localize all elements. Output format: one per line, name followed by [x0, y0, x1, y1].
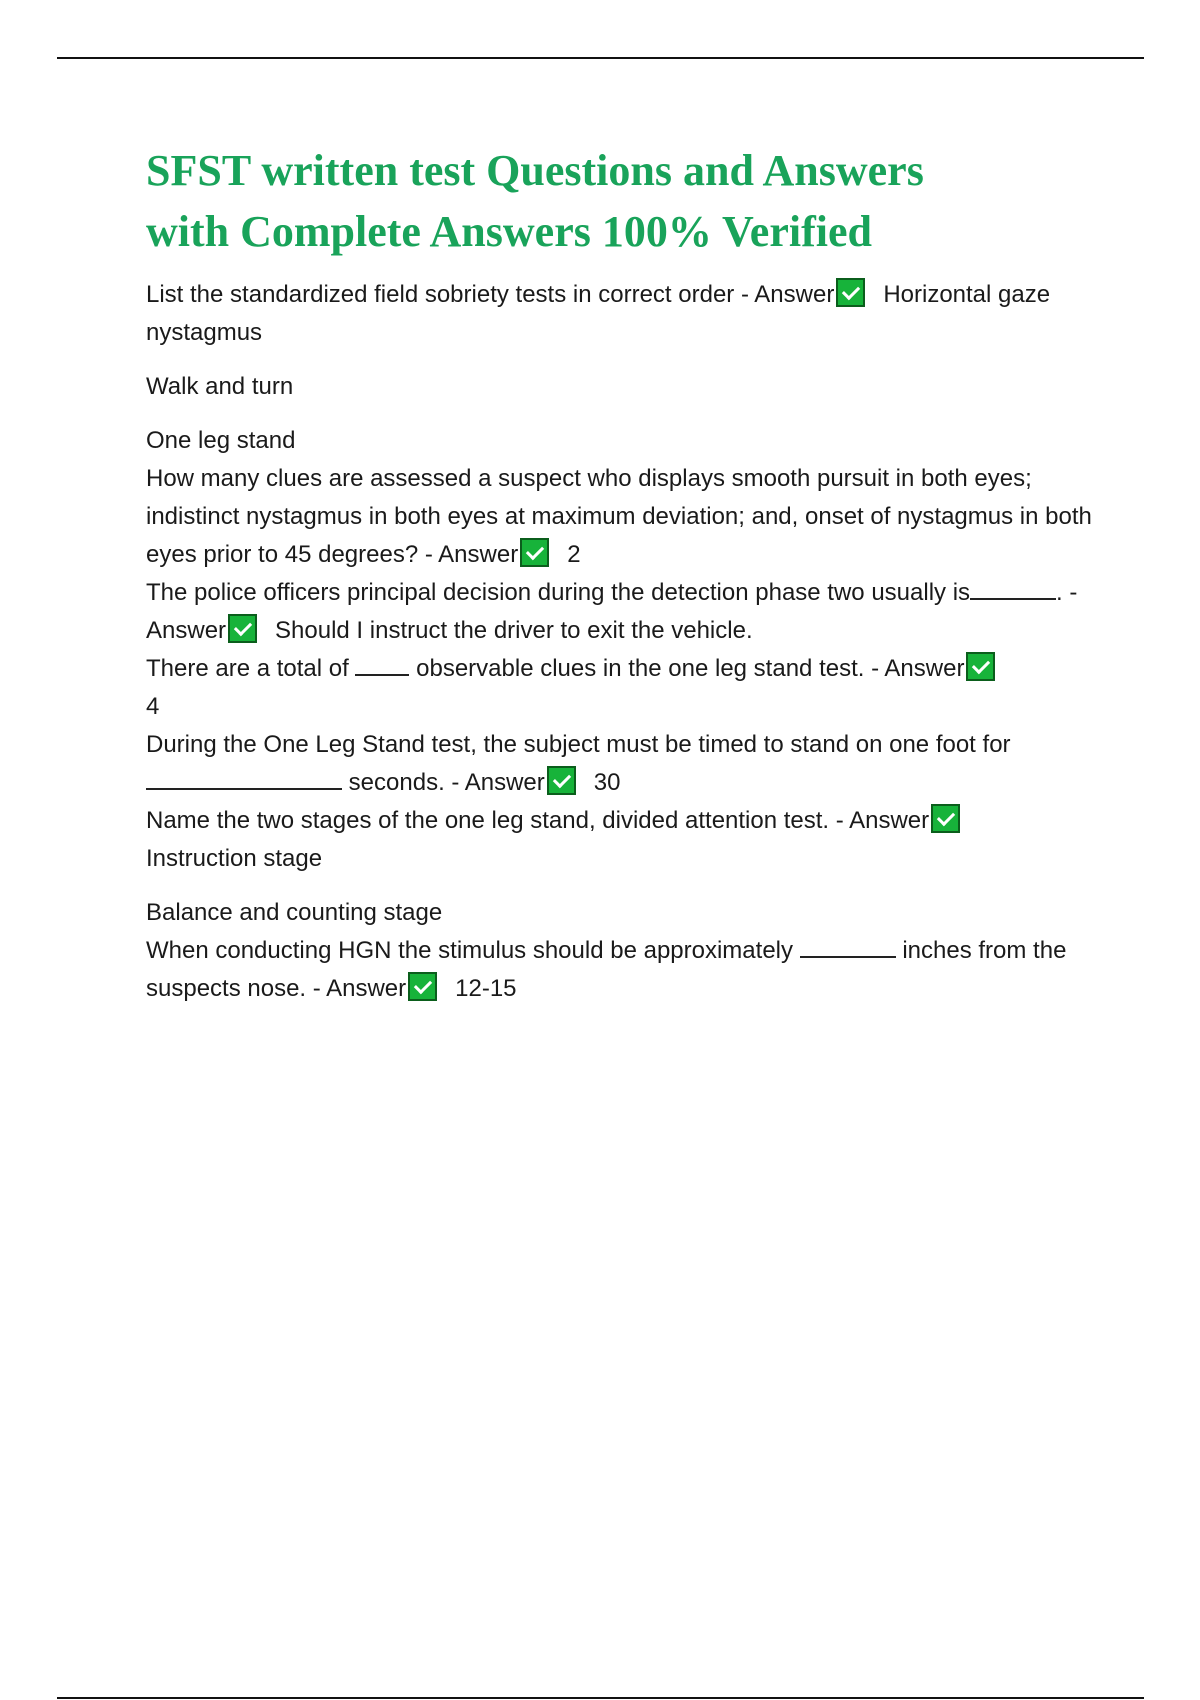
footer-rule: [57, 1697, 1144, 1699]
qa-item-6: [146, 802, 1096, 932]
check-mark-icon: [836, 278, 865, 307]
title-line-1: SFST written test Questions and Answers: [146, 146, 924, 195]
check-mark-icon: [228, 614, 257, 643]
fill-in-blank: [146, 787, 342, 790]
question-text: List the standardized field sobriety tests in correct order - Answer Horizontal gaze nystagmus: [146, 276, 1096, 352]
answer-text: 2: [567, 541, 581, 568]
qa-item-1: [146, 276, 1096, 460]
answer-text: Balance and counting stage: [146, 899, 443, 926]
check-mark-icon: [520, 538, 549, 567]
qa-item-3: [146, 574, 1096, 650]
question-text: The police officers principal decision during the detection phase two usually is . - Answer Should I instruct the driver to exit the vehicle.: [146, 579, 1078, 644]
answer-text: 4: [146, 693, 160, 720]
qa-item-7: [146, 932, 1096, 1008]
qa-item-5: [146, 726, 1096, 802]
answer-text: 30: [593, 769, 621, 796]
document-title: [146, 140, 1096, 262]
check-mark-icon: [408, 972, 437, 1001]
answer-text: One leg stand: [146, 427, 296, 454]
question-text: Name the two stages of the one leg stand, divided attention test. - Answer Instruction stage: [146, 802, 1096, 878]
answer-text: Should I instruct the driver to exit the vehicle.: [275, 617, 753, 644]
question-text: When conducting HGN the stimulus should be approximately inches from the suspects nose. - Answer 12-15: [146, 937, 1067, 1002]
qa-item-2: [146, 460, 1096, 574]
fill-in-blank: [970, 597, 1056, 600]
header-rule: [57, 57, 1144, 59]
document-body: [146, 140, 1096, 1008]
answer-text: Horizontal gaze nystagmus: [146, 281, 1051, 346]
question-text: During the One Leg Stand test, the subject must be timed to stand on one foot for seconds. - Answer 30: [146, 731, 1011, 796]
title-line-2: with Complete Answers 100% Verified: [146, 207, 872, 256]
check-mark-icon: [966, 652, 995, 681]
check-mark-icon: [931, 804, 960, 833]
fill-in-blank: [355, 673, 409, 676]
answer-text: Walk and turn: [146, 373, 294, 400]
qa-item-4: [146, 650, 1096, 726]
answer-text: 12-15: [455, 975, 517, 1002]
check-mark-icon: [547, 766, 576, 795]
question-text: How many clues are assessed a suspect who displays smooth pursuit in both eyes; indistinct nystagmus in both eyes at maximum deviation; and, onset of nystagmus in both eyes prior to 45 degrees? - Answer 2: [146, 465, 1092, 568]
question-text: There are a total of observable clues in the one leg stand test. - Answer 4: [146, 650, 1096, 726]
answer-text: Instruction stage: [146, 845, 323, 872]
fill-in-blank: [800, 955, 896, 958]
